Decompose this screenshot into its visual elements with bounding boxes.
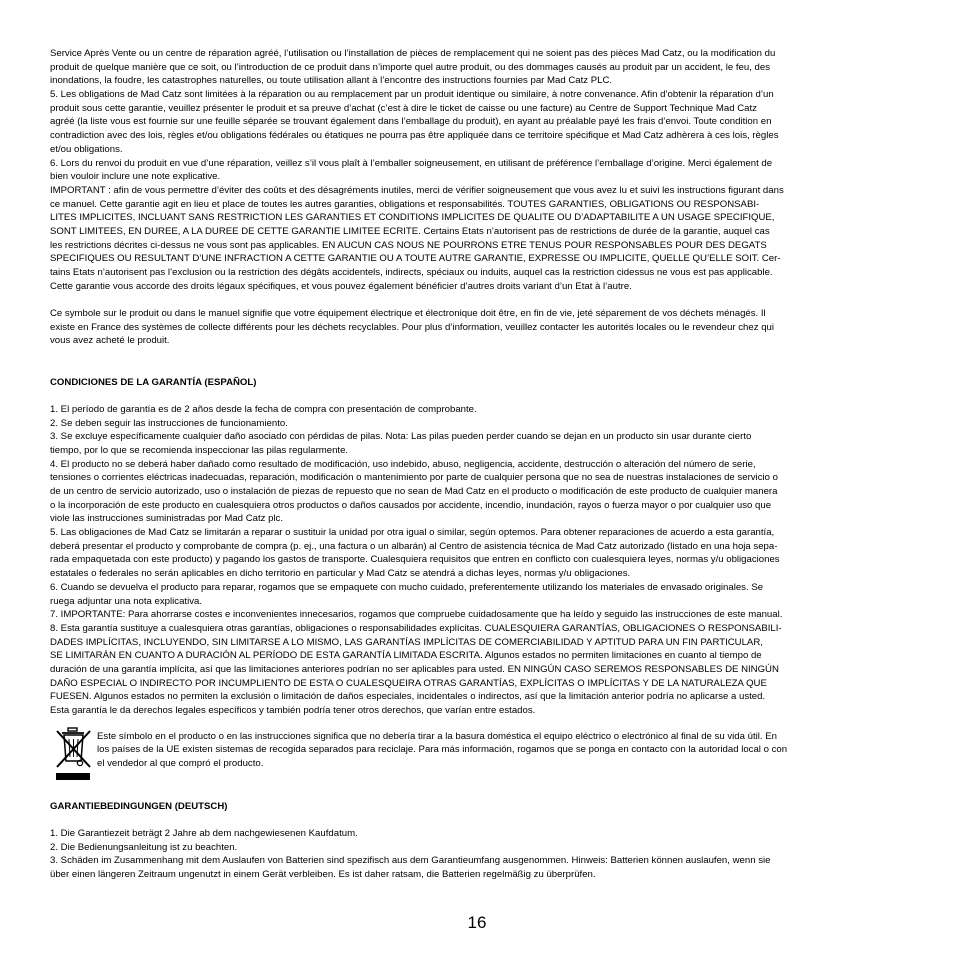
text-line: 6. Lors du renvoi du produit en vue d’une réparation, veillez s’il vous plaît à l’emballer soigneusement, en utilisant de préférence l’emballage d’origine. Merci également de xyxy=(50,157,773,169)
spanish-weee-notice xyxy=(50,730,902,788)
text-line: 5. Les obligations de Mad Catz sont limitées à la réparation ou au remplacement par un produit identique ou similaire, à notre convenance. Afin d’obtenir la réparation d’un xyxy=(50,89,774,101)
text-line: SPECIFIQUES OU RESULTANT D’UNE INFRACTION A CETTE GARANTIE OU A TOUTE AUTRE GARANTIE, EXPRESSE OU IMPLICITE, QUELLE QU’ELLE SOIT. Cer- xyxy=(50,253,781,265)
text-line: 8. Esta garantía sustituye a cualesquiera otras garantías, obligaciones o responsabilidades explícitas. CUALESQUIERA GARANTÍAS, OBLIGACIONES O RESPONSABILI- xyxy=(50,622,782,634)
text-line: les restrictions décrites ci-dessus ne vous sont pas applicables. EN AUCUN CAS NOUS NE POURRONS ETRE TENUS POUR RESPONSABLES POUR DES DEGATS xyxy=(50,239,767,251)
german-warranty-body xyxy=(50,827,902,882)
text-line: vous avez acheté le produit. xyxy=(50,335,170,347)
text-line: de un centro de servicio autorizado, uso o instalación de piezas de repuesto que no sean de Mad Catz en el producto o modificación de este producto de cualquier manera xyxy=(50,486,778,497)
text-line: tensiones o corrientes eléctricas inadecuadas, reparación, modificación o mantenimiento por parte de cualquier persona que no sea de nuestras instalaciones de servicio o xyxy=(50,472,778,484)
text-line: 2. Se deben seguir las instrucciones de funcionamiento. xyxy=(50,417,288,429)
text-line: DADES IMPLÍCITAS, INCLUYENDO, SIN LIMITARSE A LO MISMO, LAS GARANTÍAS IMPLÍCITAS DE COMERCIABILIDAD Y APTITUD PARA UN FIN PARTICULAR, xyxy=(50,636,763,648)
text-line: 1. Die Garantiezeit beträgt 2 Jahre ab dem nachgewiesenen Kaufdatum. xyxy=(50,828,358,840)
text-line: SONT LIMITEES, EN DUREE, A LA DUREE DE CETTE GARANTIE LIMITEE ECRITE. Certains Etats n’autorisent pas de restrictions de durée de la garantie, auquel cas xyxy=(50,225,770,237)
text-line: LITES IMPLICITES, INCLUANT SANS RESTRICTION LES GARANTIES ET CONDITIONS IMPLICITES DE QUALITE OU D’ADAPTABILITE A UN USAGE SPECIFIQUE, xyxy=(50,212,775,224)
text-line: 4. El producto no se deberá haber dañado como resultado de modificación, uso indebido, abuso, negligencia, accidente, destrucción o alteración del número de serie, xyxy=(50,458,756,470)
french-warranty-continued xyxy=(50,47,902,293)
text-line: 3. Schäden im Zusammenhang mit dem Auslaufen von Batterien sind spezifisch aus dem Garantieumfang ausgenommen. Hinweis: Batterien können auslaufen, wenn sie xyxy=(50,855,771,867)
text-line: inondations, la foudre, les catastrophes naturelles, ou toute utilisation allant à l’encontre des instructions fournies par Mad Catz PLC. xyxy=(50,75,613,87)
text-line: Este símbolo en el producto o en las instrucciones significa que no debería tirar a la basura doméstica el equipo eléctrico o electrónico al final de su vida útil. En xyxy=(97,730,777,742)
french-weee-notice xyxy=(50,307,902,348)
text-line: produit sous cette garantie, veuillez présenter le produit et sa preuve d’achat (c’est à dire le ticket de caisse ou une facture) au Centre de Support Technique Mad Catz xyxy=(50,102,757,114)
spanish-section-heading: CONDICIONES DE LA GARANTÍA (ESPAÑOL) xyxy=(50,376,257,388)
text-line: estatales o federales no serán aplicables en dicho territorio en particular y Mad Catz se atendrá a dichas leyes, normas y/u obligaciones. xyxy=(50,568,631,580)
spanish-warranty-body xyxy=(50,403,902,718)
text-line: Ce symbole sur le produit ou dans le manuel signifie que votre équipement électrique et électronique doit être, en fin de vie, jeté séparement de vos déchets ménagés. Il xyxy=(50,308,766,320)
text-line: Service Après Vente ou un centre de réparation agréé, l’utilisation ou l’installation de pièces de remplacement qui ne soient pas des pièces Mad Catz, ou la modification du xyxy=(50,48,776,59)
text-line: rada empaquetada con este producto) y pagando los gastos de transporte. Cualesquiera requisitos que entren en conflicto con cualesquiera leyes, normas y/u obligaciones xyxy=(50,554,780,566)
text-line: IMPORTANT : afin de vous permettre d’éviter des coûts et des désagréments inutiles, merci de vérifier soigneusement que vous avez lu et suivi les instructions figurant dans xyxy=(50,184,784,196)
text-line: tains Etats n’autorisent pas l’exclusion ou la restriction des dégâts accidentels, indirects, spéciaux ou induits, auquel cas la restriction cidessus ne vous est pas applicable. xyxy=(50,267,773,278)
text-line: bien vouloir inclure une note explicative. xyxy=(50,171,221,183)
text-line: 2. Die Bedienungsanleitung ist zu beachten. xyxy=(50,841,238,853)
text-line: SE LIMITARÁN EN CUANTO A DURACIÓN AL PERÍODO DE ESTA GARANTÍA LIMITADA ESCRITA. Algunos estados no permiten limitaciones en cuanto al tiempo de xyxy=(50,650,762,662)
spanish-weee-text xyxy=(97,730,787,771)
text-line: et/ou obligations. xyxy=(50,143,123,155)
text-line: viole las instrucciones suministradas por Mad Catz plc. xyxy=(50,513,284,525)
text-line: Esta garantía le da derechos legales específicos y también podría tener otros derechos, que varían entre estados. xyxy=(50,705,536,716)
german-section-heading: GARANTIEBEDINGUNGEN (DEUTSCH) xyxy=(50,800,228,812)
text-line: los países de la UE existen sistemas de recogida separados para reciclaje. Para más información, rogamos que se ponga en contacto con la autoridad local o con xyxy=(97,744,788,756)
text-line: über einen längeren Zeitraum ungenutzt in einem Gerät verbleiben. Es ist daher ratsam, die Batterien regelmäßig zu überprüfen. xyxy=(50,869,596,881)
text-line: ce manuel. Cette garantie agit en lieu et place de toutes les autres garanties, obligations et responsabilités. TOUTES GARANTIES, OBLIGATIONS OU RESPONSABI- xyxy=(50,198,760,210)
crossed-out-wheelie-bin-icon xyxy=(54,727,94,782)
text-line: Cette garantie vous accorde des droits légaux spécifiques, et vous pouvez également bénéficier d’autres droits variant d’un Etat à l’autre. xyxy=(50,280,632,292)
text-line: deberá presentar el producto y comprobante de compra (p. ej., una factura o un albarán) al Centro de asistencia técnica de Mad Catz autorizado (listado en una hoja sepa- xyxy=(50,540,778,552)
text-line: 3. Se excluye específicamente cualquier daño asociado con pérdidas de pilas. Nota: Las pilas pueden perder cuando se dejan en un producto sin usar durante cierto xyxy=(50,431,752,443)
text-line: 7. IMPORTANTE: Para ahorrarse costes e inconvenientes innecesarios, rogamos que compruebe cuidadosamente que ha leído y seguido las instrucciones de este manual. xyxy=(50,609,783,621)
text-line: DAÑO ESPECIAL O INDIRECTO POR INCUMPLIENTO DE ESTA O CUALESQUEIRA OTRAS GARANTÍAS, EXPLÍCITAS O IMPLÍCITAS Y DE LA NATURALEZA QUE xyxy=(50,677,767,689)
text-line: existe en France des systèmes de collecte différents pour les déchets recyclables. Pour plus d’information, veuillez contacter les autorités locales ou le revendeur chez qui xyxy=(50,321,774,333)
text-line: 6. Cuando se devuelva el producto para reparar, rogamos que se empaquete con mucho cuidado, preferentemente utilizando los materiales de envasado originales. Se xyxy=(50,581,764,593)
page-number: 16 xyxy=(467,913,487,932)
text-line: duración de una garantía implícita, así que las limitaciones anteriores podrían no ser aplicables para usted. EN NINGÚN CASO SEREMOS RESPONSABLES DE NINGÚN xyxy=(50,663,779,675)
text-line: 1. El período de garantía es de 2 años desde la fecha de compra con presentación de comprobante. xyxy=(50,403,477,415)
text-line: el vendedor al que compró el producto. xyxy=(97,758,264,770)
text-line: agréé (la liste vous est fournie sur une feuille séparée se trouvant également dans l’emballage du produit), en ayant au préalable payé les frais d’envoi. Toute condition en xyxy=(50,116,772,128)
text-line: 5. Las obligaciones de Mad Catz se limitarán a reparar o sustituir la unidad por otra igual o similar, según optemos. Para obtener reparaciones de acuerdo a esta garantía, xyxy=(50,527,775,539)
text-line: o la incorporación de este producto en cualesquiera otros productos o daños causados por accidente, incendio, inundación, rayos o fuerza mayor o por cualquier uso que xyxy=(50,499,772,511)
text-line: contradiction avec des lois, règles et/ou obligations fédérales ou étatiques ne pourra pas être appliquée dans ce territoire spécifique et Mad Catz adhèrera à ces lois, règles xyxy=(50,130,779,142)
text-line: tiempo, por lo que se recomienda inspeccionar las pilas regularmente. xyxy=(50,444,349,456)
document-page xyxy=(50,47,902,882)
text-line: produit de quelque manière que ce soit, ou l’introduction de ce produit dans n’importe quel autre produit, ou des dommages causés au produit par un accident, le feu, des xyxy=(50,61,770,73)
text-line: ruega adjuntar una nota explicativa. xyxy=(50,595,203,607)
text-line: FUESEN. Algunos estados no permiten la exclusión o limitación de daños especiales, incidentales o indirectos, así que la limitación anterior podría no aplicarse a usted. xyxy=(50,691,766,703)
